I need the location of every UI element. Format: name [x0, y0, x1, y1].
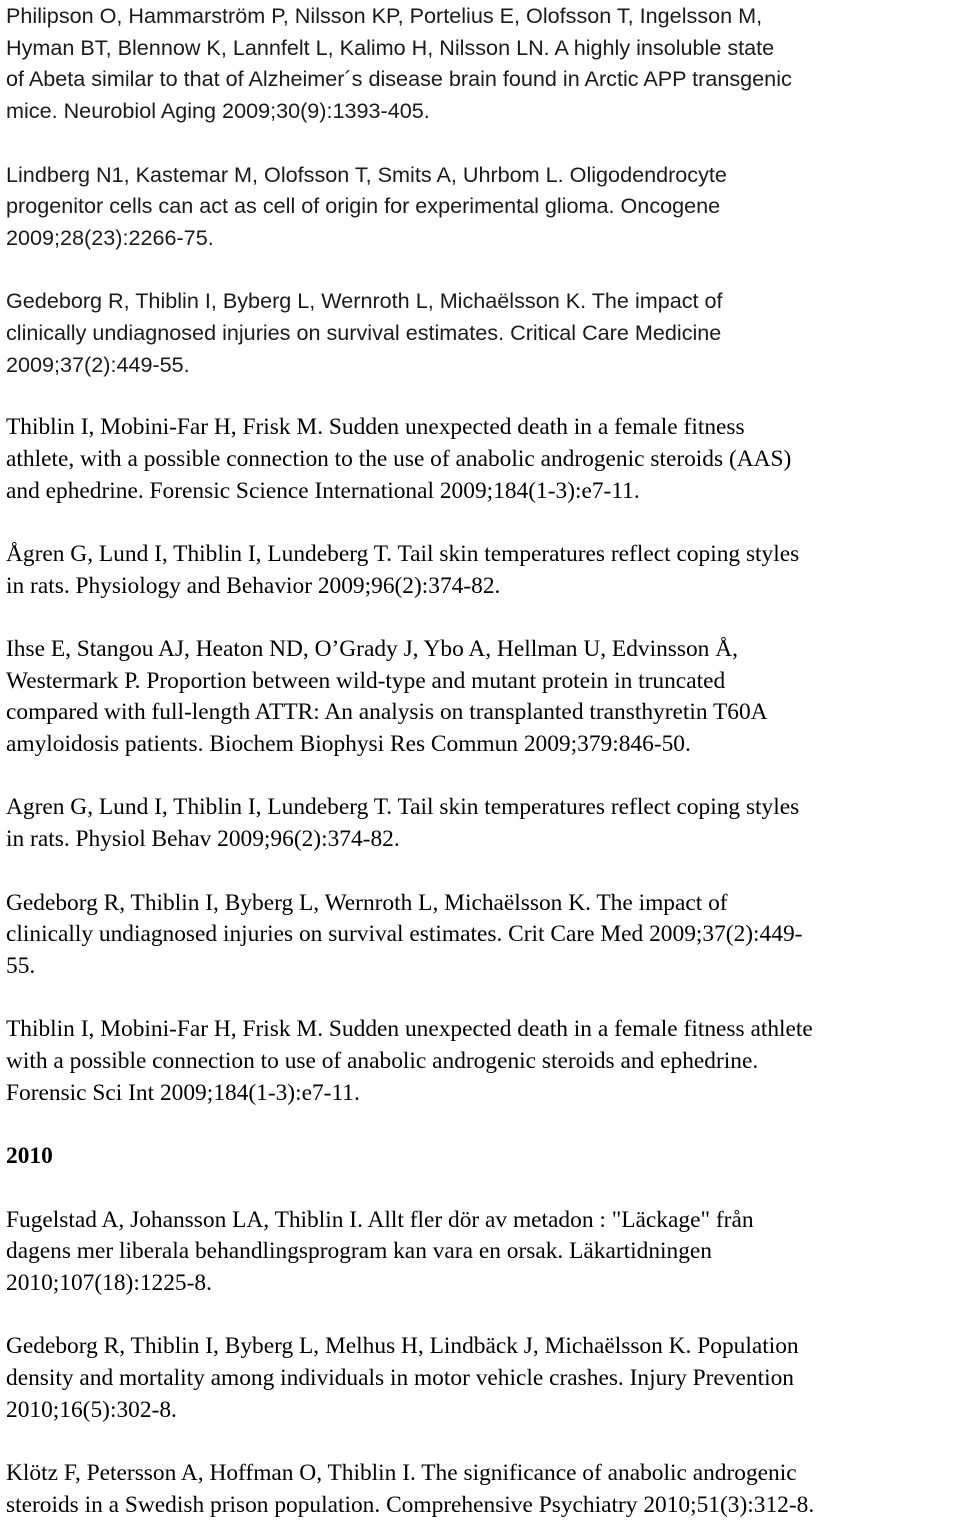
reference-line: of Abeta similar to that of Alzheimer´s disease brain found in Arctic APP transgenic [6, 66, 792, 92]
reference-line: Gedeborg R, Thiblin I, Byberg L, Wernroth L, Michaëlsson K. The impact of [6, 288, 723, 314]
reference-line: 55. [6, 952, 36, 979]
reference-entry [6, 412, 956, 507]
reference-entry [6, 1014, 956, 1109]
reference-line: clinically undiagnosed injuries on survival estimates. Critical Care Medicine [6, 320, 722, 345]
reference-entry [6, 888, 956, 983]
reference-line: with a possible connection to use of anabolic androgenic steroids and ephedrine. [6, 1048, 759, 1075]
reference-line: clinically undiagnosed injuries on survival estimates. Crit Care Med 2009;37(2):449- [6, 921, 803, 948]
reference-line: Gedeborg R, Thiblin I, Byberg L, Melhus H, Lindbäck J, Michaëlsson K. Population [6, 1333, 799, 1360]
reference-line: Westermark P. Proportion between wild-type and mutant protein in truncated [6, 667, 726, 694]
reference-line: mice. Neurobiol Aging 2009;30(9):1393-405. [6, 98, 430, 124]
reference-line: Ihse E, Stangou AJ, Heaton ND, O’Grady J, Ybo A, Hellman U, Edvinsson Å, [6, 635, 738, 662]
document-page [6, 0, 956, 1522]
reference-entry [6, 1205, 956, 1300]
reference-line: Ågren G, Lund I, Thiblin I, Lundeberg T. Tail skin temperatures reflect coping styles [6, 540, 800, 567]
reference-line: in rats. Physiology and Behavior 2009;96(2):374-82. [6, 572, 501, 599]
reference-line: Klötz F, Petersson A, Hoffman O, Thiblin I. The significance of anabolic androgenic [6, 1460, 797, 1487]
reference-entry [6, 0, 956, 127]
reference-line: 2009;37(2):449-55. [6, 351, 190, 377]
reference-entry [6, 539, 956, 602]
reference-line: in rats. Physiol Behav 2009;96(2):374-82. [6, 826, 400, 853]
reference-line: 2010;107(18):1225-8. [6, 1269, 212, 1296]
reference-line: Lindberg N1, Kastemar M, Olofsson T, Smits A, Uhrbom L. Oligodendrocyte [6, 161, 727, 187]
reference-line: 2009;28(23):2266-75. [6, 224, 214, 250]
reference-line: Thiblin I, Mobini-Far H, Frisk M. Sudden unexpected death in a female fitness athlete [6, 1016, 813, 1043]
reference-line: Fugelstad A, Johansson LA, Thiblin I. Allt fler dör av metadon : "Läckage" från [6, 1206, 754, 1233]
reference-line: density and mortality among individuals in motor vehicle crashes. Injury Prevention [6, 1365, 794, 1392]
reference-line: Philipson O, Hammarström P, Nilsson KP, Portelius E, Olofsson T, Ingelsson M, [6, 3, 763, 28]
reference-line: Agren G, Lund I, Thiblin I, Lundeberg T. Tail skin temperatures reflect coping styles [6, 794, 800, 821]
reference-entry [6, 1331, 956, 1426]
reference-line: Gedeborg R, Thiblin I, Byberg L, Wernroth L, Michaëlsson K. The impact of [6, 889, 728, 916]
reference-line: Thiblin I, Mobini-Far H, Frisk M. Sudden unexpected death in a female fitness [6, 414, 745, 441]
reference-line: Forensic Sci Int 2009;184(1-3):e7-11. [6, 1079, 360, 1106]
reference-entry [6, 159, 956, 254]
reference-line: athlete, with a possible connection to the use of anabolic androgenic steroids (AAS) [6, 445, 792, 472]
reference-entry [6, 1458, 956, 1521]
reference-line: amyloidosis patients. Biochem Biophysi Res Commun 2009;379:846-50. [6, 731, 691, 758]
reference-entry [6, 792, 956, 855]
reference-line: and ephedrine. Forensic Science International 2009;184(1-3):e7-11. [6, 477, 640, 504]
year-heading: 2010 [6, 1143, 53, 1170]
reference-entry [6, 285, 956, 380]
reference-line: dagens mer liberala behandlingsprogram kan vara en orsak. Läkartidningen [6, 1238, 713, 1265]
reference-entry [6, 634, 956, 761]
reference-line: steroids in a Swedish prison population. Comprehensive Psychiatry 2010;51(3):312-8. [6, 1491, 815, 1518]
reference-line: 2010;16(5):302-8. [6, 1396, 177, 1423]
reference-line: Hyman BT, Blennow K, Lannfelt L, Kalimo H, Nilsson LN. A highly insoluble state [6, 34, 775, 60]
reference-line: progenitor cells can act as cell of origin for experimental glioma. Oncogene [6, 193, 721, 219]
reference-line: compared with full-length ATTR: An analysis on transplanted transthyretin T60A [6, 699, 768, 726]
